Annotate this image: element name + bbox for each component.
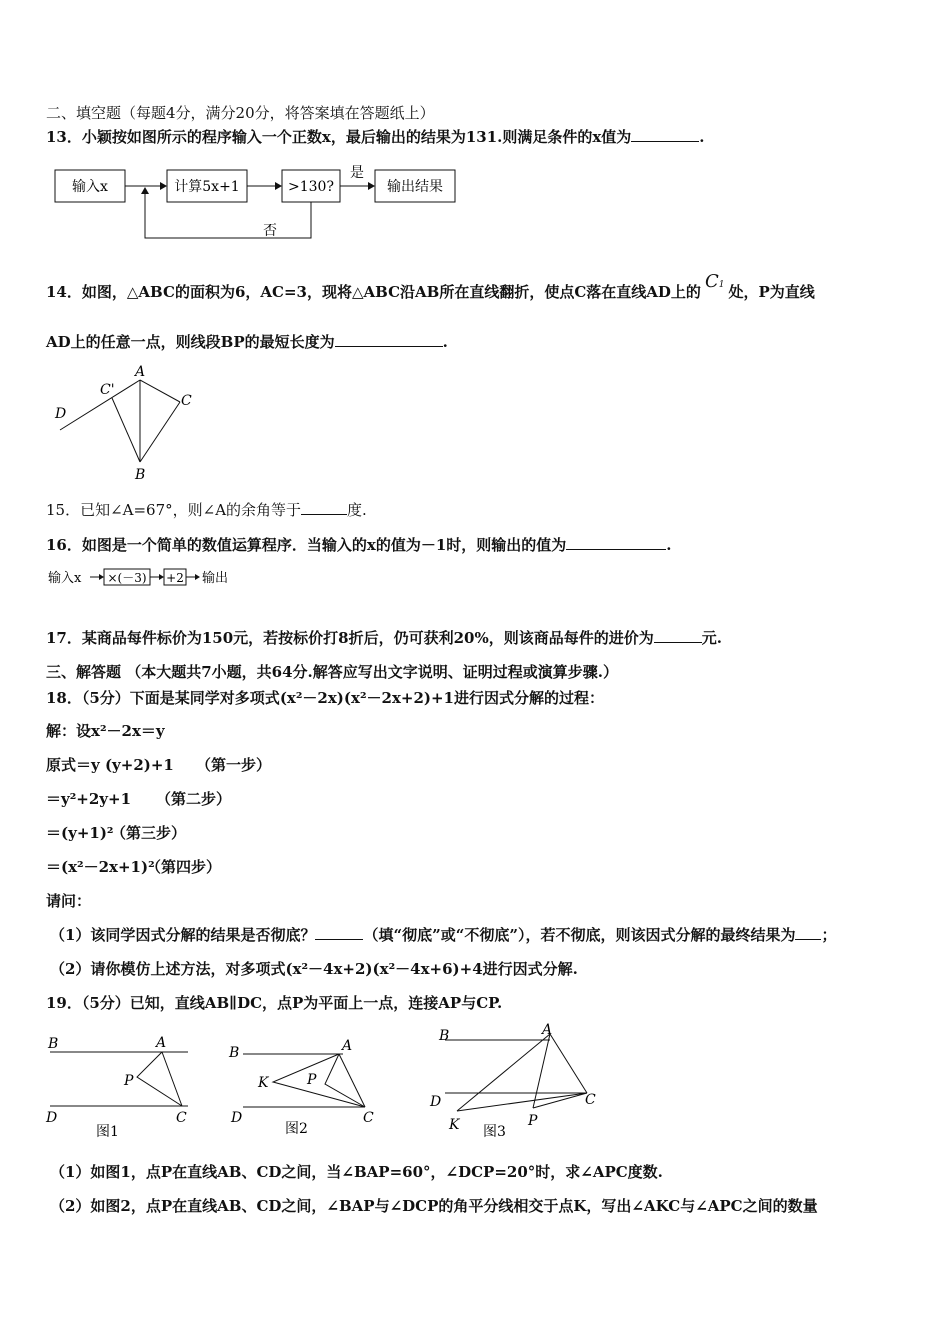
q14-label-B: B: [135, 467, 146, 483]
q19-figure-1: [44, 1030, 204, 1142]
q14-label-C1: C': [100, 382, 115, 398]
q13-arrowhead-2: [275, 182, 282, 190]
q14-label-D: D: [55, 406, 67, 422]
q13-stem: 13．小颖按如图所示的程序输入一个正数x，最后输出的结果为131.则满足条件的x值为: [46, 128, 632, 146]
q14-seg-BC: [140, 402, 180, 462]
q18-solution-intro: 解：设x²－2x＝y: [46, 722, 165, 740]
q19-f3-label-D: D: [430, 1094, 442, 1110]
q13-output-label: 输出结果: [387, 179, 443, 195]
q13-input-label: 输入x: [72, 179, 108, 195]
q18-part-1-b: （填“彻底”或“不彻底”），若不彻底，则该因式分解的最终结果为: [363, 926, 796, 944]
q13-arrowhead-yes: [368, 182, 375, 190]
q18-step-2-expr: ＝y²+2y+1: [46, 790, 132, 808]
q16-input-label: 输入x: [48, 571, 82, 586]
q19-f3-seg-PC: [533, 1093, 587, 1108]
q13-flowchart: [50, 160, 470, 245]
q17-end: 元.: [701, 629, 722, 647]
q18-step-1: [46, 755, 271, 775]
q15-stem: 15．已知∠A=67°，则∠A的余角等于: [46, 501, 302, 519]
q19-f1-label-C: C: [176, 1110, 187, 1126]
q18-step-3-expr: ＝(y+1)²: [46, 824, 114, 842]
q19-f1-label-A: A: [156, 1035, 167, 1051]
q19-f1-seg-AC: [162, 1052, 182, 1106]
q18-head: 18．（5分）下面是某同学对多项式(x²－2x)(x²－2x+2)+1进行因式分解的过程：: [46, 689, 604, 707]
q15-end: 度.: [347, 501, 367, 519]
q19-f3-label-C: C: [585, 1092, 596, 1108]
q13-yes-label: 是: [350, 165, 364, 181]
q19-f2-label-C: C: [363, 1110, 374, 1126]
q14-c1-letter: C: [704, 271, 719, 292]
q19-f1-label-D: D: [46, 1110, 58, 1126]
q19-figure-3: [425, 1020, 615, 1145]
q18-ask: 请问：: [46, 892, 92, 910]
q13-answer-blank: [631, 127, 699, 142]
q16-text: [46, 535, 672, 555]
q16-box-2-label: +2: [166, 571, 184, 585]
q17-text: [46, 628, 722, 648]
q19-f2-label-D: D: [231, 1110, 243, 1126]
q18-part-1-c: ；: [821, 926, 837, 944]
q16-arrowhead-2: [159, 574, 164, 580]
q16-end: .: [666, 536, 672, 554]
q19-f3-seg-AC: [550, 1034, 587, 1093]
q18-part-2: （2）请你模仿上述方法，对多项式(x²－4x+2)(x²－4x+6)+4进行因式分解.: [50, 960, 578, 978]
q16-answer-blank: [566, 535, 666, 550]
q19-f3-label-B: B: [439, 1028, 450, 1044]
q14-line-2: [46, 332, 448, 352]
q14-line-1: [46, 271, 815, 305]
q19-f2-label-K: K: [258, 1075, 269, 1091]
q18-part-1: [50, 925, 836, 945]
q14-triangle-figure: [50, 362, 210, 487]
q13-loop-arrowhead: [141, 187, 149, 194]
q14-label-A: A: [135, 364, 146, 380]
q18-step-1-tag: （第一步）: [196, 756, 272, 774]
q18-step-1-expr: 原式＝y (y+2)+1: [46, 756, 174, 774]
q19-f3-label-P: P: [528, 1113, 538, 1129]
q19-part-2: （2）如图2，点P在直线AB、CD之间，∠BAP与∠DCP的角平分线相交于点K，写出∠AKC与∠APC之间的数量: [50, 1197, 818, 1215]
q19-f1-angle-APC: [137, 1052, 182, 1106]
q13-calc-label: 计算5x+1: [174, 179, 240, 195]
q19-f3-caption: 图3: [483, 1124, 506, 1140]
q14-stem-1: 14．如图，△ABC的面积为6，AC=3，现将△ABC沿AB所在直线翻折，使点C落在直线AD上的: [46, 283, 701, 301]
q19-part-1: （1）如图1，点P在直线AB、CD之间，当∠BAP=60°，∠DCP=20°时，求∠APC度数.: [50, 1163, 663, 1181]
q17-answer-blank: [654, 628, 702, 643]
q19-f2-label-B: B: [229, 1045, 240, 1061]
q16-output-label: 输出: [202, 571, 229, 586]
q19-f3-label-K: K: [449, 1117, 460, 1133]
q14-seg-AC: [140, 380, 180, 402]
q18-step-2: [46, 789, 231, 809]
q13-text: [46, 127, 705, 147]
q14-stem-2: 处，P为直线: [728, 283, 815, 301]
q16-stem: 16．如图是一个简单的数值运算程序．当输入的x的值为－1时，则输出的值为: [46, 536, 567, 554]
q16-box-1-label: ×(－3): [107, 571, 147, 585]
q18-step-4-expr: ＝(x²－2x+1)²: [46, 858, 155, 876]
q19-f1-caption: 图1: [96, 1124, 119, 1140]
q19-head: 19．（5分）已知，直线AB∥DC，点P为平面上一点，连接AP与CP.: [46, 994, 503, 1012]
q14-label-C: C: [181, 393, 192, 409]
q14-answer-blank: [335, 332, 443, 347]
q19-f2-label-P: P: [307, 1072, 317, 1088]
q13-no-label: 否: [263, 223, 277, 239]
q18-step-3-tag: （第三步）: [111, 824, 187, 842]
q17-stem: 17．某商品每件标价为150元，若按标价打8折后，仍可获利20%，则该商品每件的进价为: [46, 629, 654, 647]
q18-step-3: [46, 823, 186, 843]
q19-f3-seg-AK: [457, 1034, 550, 1111]
q16-arrowhead-3: [195, 574, 200, 580]
q14-c1-symbol: [705, 271, 725, 292]
q19-f1-label-P: P: [124, 1073, 134, 1089]
q18-step-2-tag: （第二步）: [156, 790, 232, 808]
q14-c1-sub: 1: [718, 280, 725, 290]
q19-f3-seg-KC: [457, 1093, 587, 1111]
q16-flowchart: [46, 566, 246, 588]
q19-f2-caption: 图2: [285, 1121, 308, 1137]
q14-stem-3: AD上的任意一点，则线段BP的最短长度为: [46, 333, 335, 351]
section-3-header: 三、解答题 （本大题共7小题，共64分.解答应写出文字说明、证明过程或演算步骤.）: [46, 663, 618, 681]
q14-end: .: [442, 333, 448, 351]
q18-step-4: [46, 857, 221, 877]
q19-f1-label-B: B: [48, 1036, 59, 1052]
q13-loop-line: [145, 194, 311, 238]
q19-figure-2: [225, 1030, 385, 1142]
q18-part-1-a: （1）该同学因式分解的结果是否彻底？: [50, 926, 316, 944]
q13-arrowhead-1: [160, 182, 167, 190]
q19-f2-angle-APC: [325, 1054, 365, 1107]
q13-end: .: [699, 128, 705, 146]
q19-f3-seg-AP: [533, 1034, 550, 1108]
q16-arrowhead-1: [99, 574, 104, 580]
q18-part-1-blank-1: [315, 925, 363, 940]
q15-answer-blank: [301, 500, 347, 515]
q13-cond-label: >130?: [288, 179, 334, 195]
q18-part-1-blank-2: [795, 925, 821, 940]
q15-text: [46, 500, 367, 520]
section-2-header: 二、填空题（每题4分，满分20分，将答案填在答题纸上）: [46, 104, 435, 122]
q19-f3-label-A: A: [542, 1022, 553, 1038]
q14-seg-BC1: [112, 398, 140, 462]
q19-f2-label-A: A: [342, 1038, 353, 1054]
q18-step-4-tag: （第四步）: [146, 858, 222, 876]
